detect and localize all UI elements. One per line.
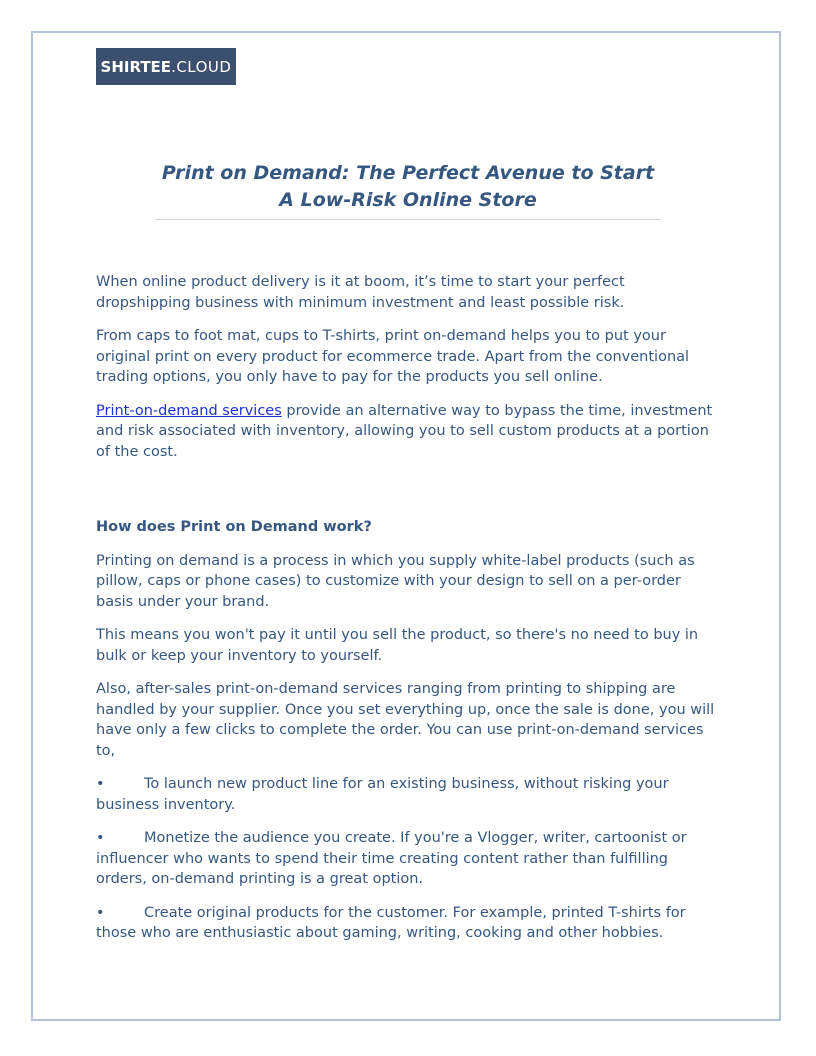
bullet-icon: • — [96, 776, 105, 792]
bullet-text: Create original products for the customer. For example, printed T-shirts for those who are enthusiastic about gaming, writing, cooking and other hobbies. — [96, 904, 686, 941]
bullet-icon: • — [96, 904, 105, 921]
bullet-icon: • — [96, 830, 105, 846]
section-paragraph-1: Printing on demand is a process in which you supply white-label products (such as pillow, caps or phone cases) to customize with your design to sell on a per-order basis under your brand. — [96, 552, 695, 610]
bullet-item — [96, 774, 720, 815]
bullet-text: Monetize the audience you create. If you're a Vlogger, writer, cartoonist or influencer who wants to spend their time creating content rather than fulfilling orders, on-demand printing is a great option. — [96, 830, 687, 887]
logo-bold-text: SHIRTEE — [100, 57, 172, 76]
intro-paragraph-1: When online product delivery is it at boom, it’s time to start your perfect dropshipping business with minimum investment and least possible risk. — [96, 274, 625, 311]
print-on-demand-services-link[interactable]: Print-on-demand services — [96, 402, 282, 419]
brand-logo — [96, 48, 236, 85]
title-line-2: A Low-Risk Online Store — [279, 189, 537, 211]
title-line-1: Print on Demand: The Perfect Avenue to Start — [161, 162, 655, 184]
intro-paragraph-3 — [96, 401, 720, 463]
bullet-item — [96, 903, 720, 944]
section-paragraph-3: Also, after-sales print-on-demand services ranging from printing to shipping are handled by your supplier. Once you set everything up, once the sale is done, you will have only a few clicks to complete the order. You can use print-on-demand services to, — [96, 681, 715, 759]
page-title — [96, 160, 720, 214]
intro-paragraph-3-text: provide an alternative way to bypass the time, investment and risk associated with inventory, allowing you to sell custom products at a portion of the cost. — [96, 402, 713, 460]
logo-light-text: .CLOUD — [171, 57, 232, 76]
section-paragraph-2: This means you won't pay it until you sell the product, so there's no need to buy in bulk or keep your inventory to yourself. — [96, 627, 699, 664]
bullet-item — [96, 828, 720, 890]
section-spacer — [96, 475, 720, 517]
bullet-text: To launch new product line for an existing business, without risking your business inventory. — [96, 776, 669, 813]
article-body — [96, 272, 720, 957]
intro-paragraph-2: From caps to foot mat, cups to T-shirts, print on-demand helps you to put your original print on every product for ecommerce trade. Apart from the conventional trading options, you only have to pay for the products you sell online. — [96, 328, 690, 385]
title-divider — [156, 219, 660, 220]
section-heading: How does Print on Demand work? — [96, 519, 372, 535]
